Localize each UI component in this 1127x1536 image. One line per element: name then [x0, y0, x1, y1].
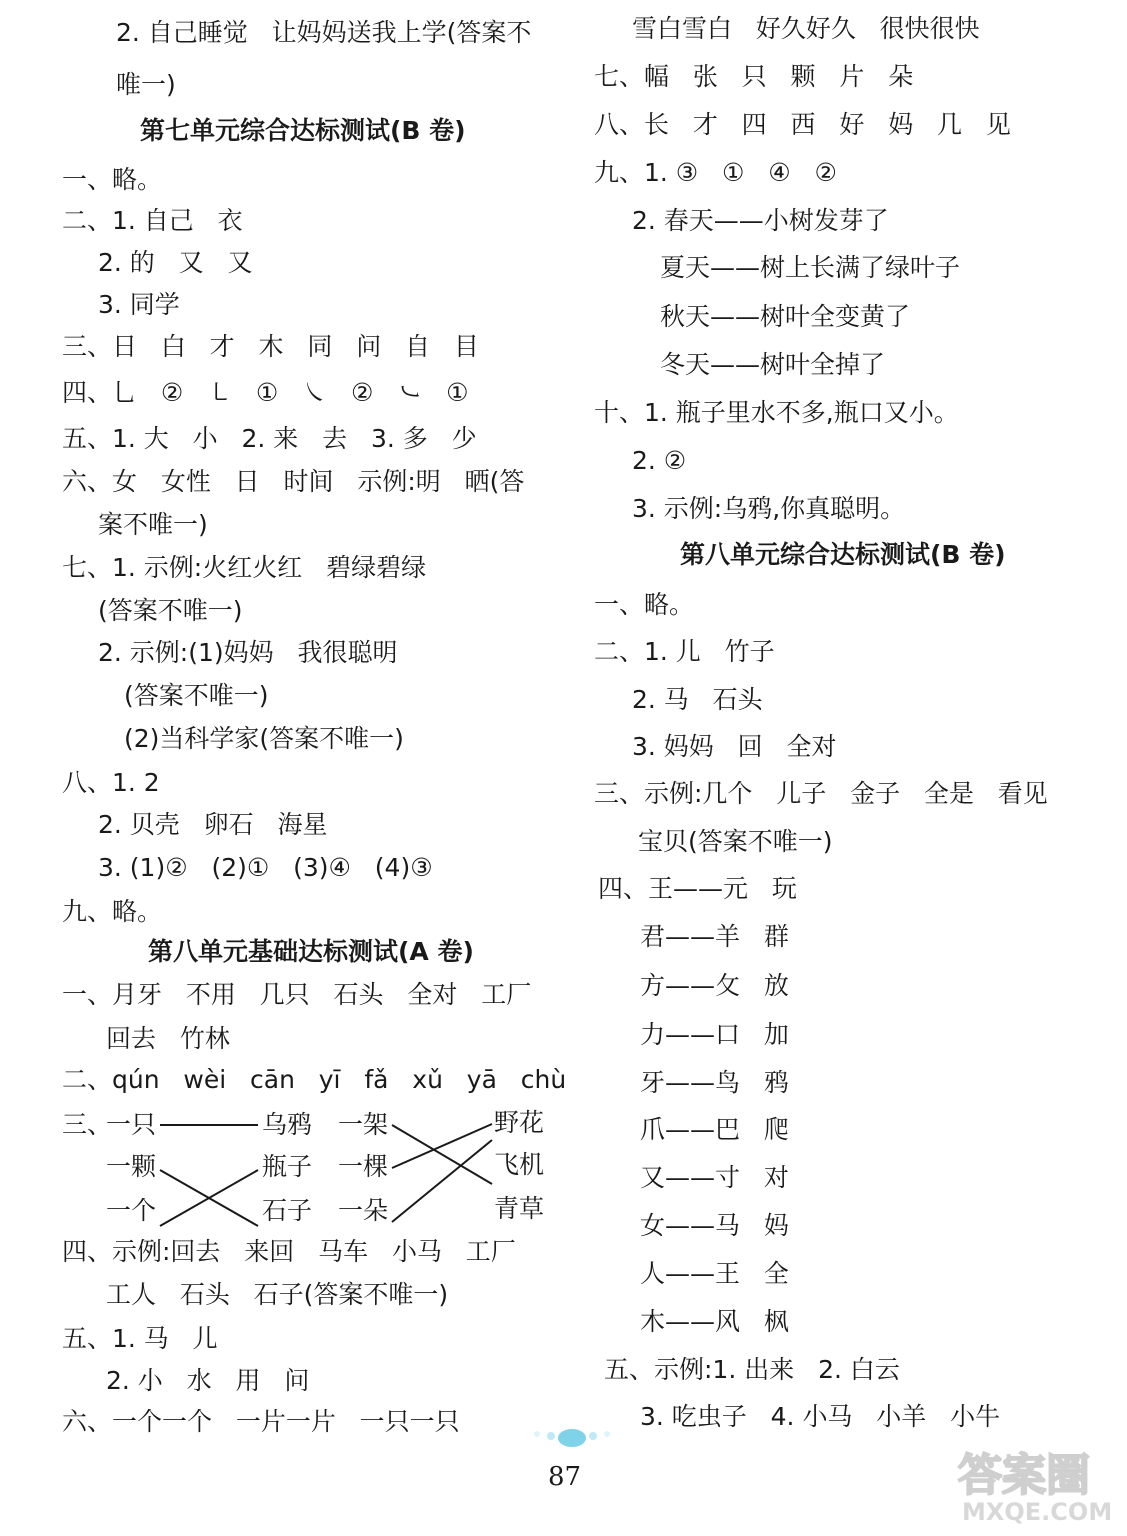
svg-text:答案圈: 答案圈 — [958, 1450, 1090, 1501]
answer-line: 九、略。 — [62, 897, 163, 926]
answer-line: 回去 竹林 — [106, 1024, 230, 1053]
answer-line: 牙——鸟 鸦 — [640, 1068, 789, 1097]
answer-line: 四、乚 ② ㇄ ① ㇏ ② ㇃ ① — [62, 378, 469, 407]
answer-line: 工人 石头 石子(答案不唯一) — [106, 1280, 449, 1309]
answer-line: (答案不唯一) — [98, 596, 243, 625]
answer-line: 2. 的 又 又 — [98, 248, 253, 277]
answer-line: 七、1. 示例:火红火红 碧绿碧绿 — [62, 553, 427, 582]
answer-line: 二、1. 自己 衣 — [62, 206, 243, 235]
answer-line: 二、1. 儿 竹子 — [594, 637, 775, 666]
answer-line: 3. 同学 — [98, 290, 180, 319]
answer-line: 2. 贝壳 卵石 海星 — [98, 810, 328, 839]
answer-line: 又——寸 对 — [640, 1163, 789, 1192]
match-left2-item: 一朵 — [338, 1196, 389, 1225]
answer-line: 八、长 才 四 西 好 妈 几 见 — [594, 110, 1011, 139]
match-left2-item: 一架 — [338, 1110, 389, 1139]
answer-line: 三、日 白 才 木 同 问 自 目 — [62, 332, 479, 361]
answer-line: 五、1. 马 儿 — [62, 1324, 218, 1353]
answer-line: 唯一) — [116, 70, 176, 99]
answer-line: 宝贝(答案不唯一) — [638, 827, 833, 856]
match-left2-item: 一棵 — [338, 1152, 389, 1181]
answer-line: 3. 示例:乌鸦,你真聪明。 — [632, 494, 906, 523]
section-heading: 第八单元基础达标测试(A 卷) — [148, 937, 474, 966]
match-right-item: 飞机 — [494, 1150, 545, 1179]
answer-line: 一、略。 — [62, 165, 163, 194]
match-line — [392, 1124, 492, 1168]
answer-line: 3. (1)② (2)① (3)④ (4)③ — [98, 853, 433, 882]
answer-line: 六、一个一个 一片一片 一只一只 — [62, 1407, 460, 1436]
answer-line: 雪白雪白 好久好久 很快很快 — [632, 14, 980, 43]
answer-line: 方——攵 放 — [640, 971, 789, 1000]
page-decoration-icon — [525, 1426, 620, 1456]
answer-line: (答案不唯一) — [124, 681, 269, 710]
answer-line: 一、月牙 不用 几只 石头 全对 工厂 — [62, 980, 532, 1009]
answer-line: 力——口 加 — [640, 1020, 789, 1049]
match-right-item: 青草 — [494, 1194, 545, 1223]
match-mid-item: 乌鸦 — [262, 1110, 313, 1139]
answer-line: 六、女 女性 日 时间 示例:明 晒(答 — [62, 467, 525, 496]
answer-line: 五、1. 大 小 2. 来 去 3. 多 少 — [62, 424, 477, 453]
answer-line: 君——羊 群 — [640, 922, 789, 951]
answer-line: 八、1. 2 — [62, 768, 160, 797]
answer-line: 二、qún wèi cān yī fǎ xǔ yā chù — [62, 1065, 567, 1094]
match-left-item: 一只 — [106, 1110, 157, 1139]
answer-line: 案不唯一) — [98, 510, 208, 539]
answer-line: 冬天——树叶全掉了 — [660, 350, 886, 379]
answer-line: (2)当科学家(答案不唯一) — [124, 724, 404, 753]
answer-line: 2. ② — [632, 446, 687, 475]
answer-line: 2. 马 石头 — [632, 685, 763, 714]
match-line — [392, 1125, 492, 1184]
answer-line: 五、示例:1. 出来 2. 白云 — [604, 1355, 900, 1384]
answer-line: 四、王——元 玩 — [598, 874, 797, 903]
answer-line: 爪——巴 爬 — [640, 1115, 789, 1144]
answer-line: 夏天——树上长满了绿叶子 — [660, 253, 961, 282]
answer-line: 2. 春天——小树发芽了 — [632, 206, 889, 235]
match-mid-item: 石子 — [262, 1196, 313, 1225]
page-number: 87 — [548, 1462, 582, 1492]
answer-line: 三、示例:几个 儿子 金子 全是 看见 — [594, 779, 1048, 808]
answer-line: 3. 吃虫子 4. 小马 小羊 小牛 — [640, 1402, 1001, 1431]
match-left-item: 一个 — [106, 1196, 157, 1225]
answer-line: 2. 自己睡觉 让妈妈送我上学(答案不 — [116, 18, 532, 47]
match-right-item: 野花 — [494, 1108, 545, 1137]
answer-line: 十、1. 瓶子里水不多,瓶口又小。 — [594, 398, 959, 427]
answer-line: 九、1. ③ ① ④ ② — [594, 158, 837, 187]
match-mid-item: 瓶子 — [262, 1152, 313, 1181]
watermark-site: MXQE.COM — [962, 1498, 1113, 1526]
match-line — [392, 1140, 492, 1222]
answer-line: 七、幅 张 只 颗 片 朵 — [594, 62, 914, 91]
answer-line: 2. 示例:(1)妈妈 我很聪明 — [98, 638, 398, 667]
answer-line: 人——王 全 — [640, 1259, 789, 1288]
match-left-item: 一颗 — [106, 1152, 157, 1181]
section-heading: 第七单元综合达标测试(B 卷) — [140, 116, 466, 145]
matching-prefix: 三、 — [62, 1110, 113, 1139]
answer-line: 3. 妈妈 回 全对 — [632, 732, 837, 761]
answer-line: 木——风 枫 — [640, 1307, 789, 1336]
answer-line: 秋天——树叶全变黄了 — [660, 302, 911, 331]
answer-line: 女——马 妈 — [640, 1211, 789, 1240]
section-heading: 第八单元综合达标测试(B 卷) — [680, 540, 1006, 569]
answer-line: 2. 小 水 用 问 — [106, 1366, 310, 1395]
answer-line: 一、略。 — [594, 590, 695, 619]
answer-line: 四、示例:回去 来回 马车 小马 工厂 — [62, 1237, 516, 1266]
